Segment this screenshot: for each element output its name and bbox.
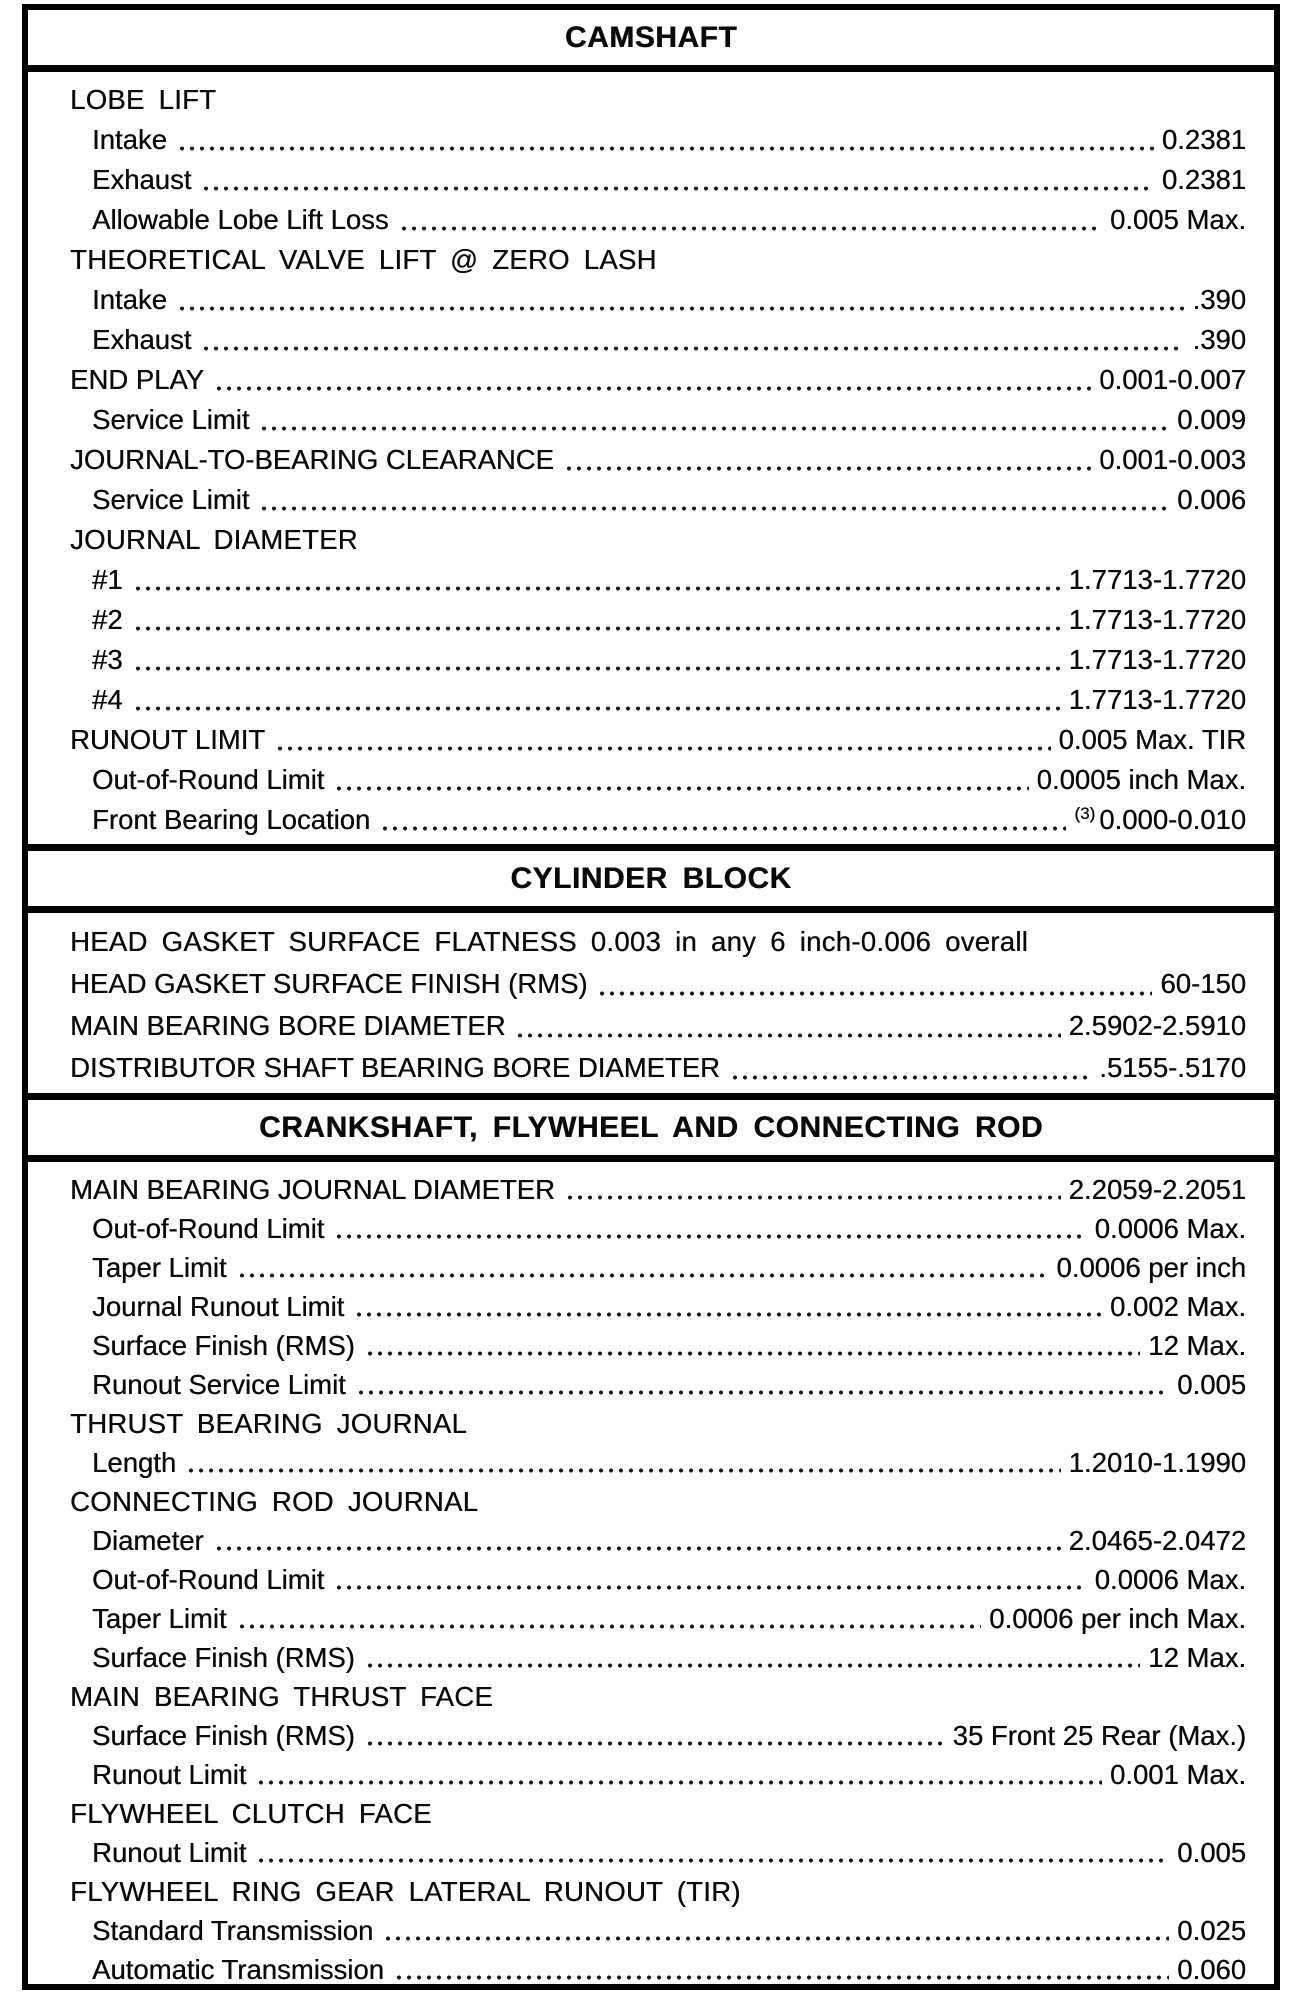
spec-row bbox=[70, 1248, 1246, 1287]
dot-leader bbox=[394, 1950, 1169, 1989]
row-label: Intake bbox=[92, 124, 167, 155]
row-value bbox=[1162, 120, 1246, 160]
row-value bbox=[1059, 720, 1247, 760]
spec-row bbox=[70, 1638, 1246, 1677]
section-header-cylinder-block bbox=[28, 844, 1274, 913]
dot-leader bbox=[334, 760, 1028, 800]
row-value-text: 12 Max. bbox=[1148, 1330, 1246, 1361]
row-value-text: 0.0005 inch Max. bbox=[1036, 764, 1246, 795]
row-value-text: 0.0006 Max. bbox=[1094, 1213, 1246, 1244]
row-label: #2 bbox=[92, 604, 123, 635]
row-value bbox=[1177, 400, 1246, 440]
dot-leader bbox=[256, 1833, 1169, 1872]
row-label: MAIN BEARING THRUST FACE bbox=[70, 1681, 493, 1712]
dot-leader bbox=[237, 1599, 982, 1638]
row-value bbox=[1069, 1521, 1246, 1560]
row-label: Out-of-Round Limit bbox=[92, 764, 325, 795]
dot-leader bbox=[564, 440, 1091, 480]
spec-row bbox=[70, 963, 1246, 1005]
row-label: Diameter bbox=[92, 1525, 204, 1556]
row-value-text: 0.005 bbox=[1177, 1369, 1246, 1400]
spec-row bbox=[70, 680, 1246, 720]
row-label: HEAD GASKET SURFACE FLATNESS 0.003 in any 6 inch-0.006 overall bbox=[70, 926, 1029, 957]
row-value-text: .390 bbox=[1192, 324, 1246, 355]
row-value-text: 0.0006 per inch bbox=[1056, 1252, 1246, 1283]
row-label: Exhaust bbox=[92, 324, 192, 355]
row-label: HEAD GASKET SURFACE FINISH (RMS) bbox=[70, 968, 588, 999]
row-value-text: 0.006 bbox=[1177, 484, 1246, 515]
row-value bbox=[1177, 1911, 1246, 1950]
row-label: Service Limit bbox=[92, 404, 250, 435]
row-label: FLYWHEEL CLUTCH FACE bbox=[70, 1798, 432, 1829]
row-label: Runout Service Limit bbox=[92, 1369, 346, 1400]
row-value-text: 0.000-0.010 bbox=[1099, 804, 1246, 835]
dot-leader bbox=[133, 680, 1061, 720]
spec-row bbox=[70, 1950, 1246, 1989]
row-value bbox=[1069, 640, 1246, 680]
row-value-text: 2.0465-2.0472 bbox=[1068, 1525, 1246, 1556]
row-value-text: 0.0006 Max. bbox=[1094, 1564, 1246, 1595]
row-label: Out-of-Round Limit bbox=[92, 1213, 325, 1244]
row-value bbox=[1148, 1638, 1246, 1677]
row-label: Allowable Lobe Lift Loss bbox=[92, 204, 389, 235]
row-value-text: 0.002 Max. bbox=[1109, 1291, 1246, 1322]
spec-row bbox=[70, 120, 1246, 160]
spec-row bbox=[70, 80, 1246, 120]
spec-row bbox=[70, 1047, 1246, 1089]
spec-row bbox=[70, 240, 1246, 280]
dot-leader bbox=[214, 1521, 1061, 1560]
row-value bbox=[1095, 1209, 1246, 1248]
dot-leader bbox=[354, 1287, 1102, 1326]
row-label: Surface Finish (RMS) bbox=[92, 1642, 355, 1673]
row-value bbox=[1069, 560, 1246, 600]
row-value bbox=[1177, 480, 1246, 520]
section-header-camshaft bbox=[28, 10, 1274, 72]
spec-row bbox=[70, 800, 1246, 840]
dot-leader bbox=[133, 640, 1061, 680]
section-body-camshaft bbox=[28, 72, 1274, 844]
spec-row bbox=[70, 600, 1246, 640]
spec-table-frame bbox=[22, 4, 1280, 1990]
row-value bbox=[1095, 1560, 1246, 1599]
spec-row bbox=[70, 1443, 1246, 1482]
row-value bbox=[1056, 1248, 1246, 1287]
row-value-text: 1.7713-1.7720 bbox=[1068, 644, 1246, 675]
row-label: Length bbox=[92, 1447, 177, 1478]
row-value-text: 0.001 Max. bbox=[1109, 1759, 1246, 1790]
spec-row bbox=[70, 1872, 1246, 1911]
spec-row bbox=[70, 1170, 1246, 1209]
row-label: Automatic Transmission bbox=[92, 1954, 384, 1985]
row-value bbox=[1177, 1833, 1246, 1872]
row-label: Runout Limit bbox=[92, 1759, 247, 1790]
row-label: LOBE LIFT bbox=[70, 84, 217, 115]
row-value bbox=[1192, 280, 1246, 320]
row-value bbox=[1110, 1287, 1246, 1326]
row-value bbox=[989, 1599, 1246, 1638]
row-label: #3 bbox=[92, 644, 123, 675]
spec-row bbox=[70, 1560, 1246, 1599]
row-label: CONNECTING ROD JOURNAL bbox=[70, 1486, 479, 1517]
section-body-cylinder-block bbox=[28, 913, 1274, 1093]
row-value bbox=[1099, 440, 1246, 480]
row-label: Front Bearing Location bbox=[92, 804, 371, 835]
row-value bbox=[1177, 1950, 1246, 1989]
row-label: RUNOUT LIMIT bbox=[70, 724, 266, 755]
spec-row bbox=[70, 400, 1246, 440]
row-value bbox=[1069, 1443, 1246, 1482]
spec-row bbox=[70, 720, 1246, 760]
dot-leader bbox=[356, 1365, 1169, 1404]
dot-leader bbox=[334, 1209, 1086, 1248]
row-label: Journal Runout Limit bbox=[92, 1291, 345, 1322]
row-value bbox=[1037, 760, 1246, 800]
spec-row bbox=[70, 1287, 1246, 1326]
row-value-text: 12 Max. bbox=[1148, 1642, 1246, 1673]
spec-row bbox=[70, 1482, 1246, 1521]
row-label: THEORETICAL VALVE LIFT @ ZERO LASH bbox=[70, 244, 657, 275]
row-value-text: 0.025 bbox=[1177, 1915, 1246, 1946]
row-label: DISTRIBUTOR SHAFT BEARING BORE DIAMETER bbox=[70, 1052, 720, 1083]
spec-row bbox=[70, 200, 1246, 240]
row-value-text: 1.7713-1.7720 bbox=[1068, 684, 1246, 715]
row-value-text: 0.009 bbox=[1177, 404, 1246, 435]
spec-row bbox=[70, 1209, 1246, 1248]
spec-row bbox=[70, 640, 1246, 680]
dot-leader bbox=[380, 800, 1066, 840]
dot-leader bbox=[399, 200, 1102, 240]
dot-leader bbox=[177, 120, 1154, 160]
dot-leader bbox=[201, 160, 1154, 200]
row-value-text: .390 bbox=[1192, 284, 1246, 315]
row-value bbox=[1177, 1365, 1246, 1404]
dot-leader bbox=[201, 320, 1184, 360]
dot-leader bbox=[259, 480, 1169, 520]
row-value bbox=[1192, 320, 1246, 360]
spec-row bbox=[70, 1365, 1246, 1404]
row-label: Service Limit bbox=[92, 484, 250, 515]
row-label: JOURNAL DIAMETER bbox=[70, 524, 358, 555]
spec-row bbox=[70, 1521, 1246, 1560]
spec-row bbox=[70, 1326, 1246, 1365]
dot-leader bbox=[565, 1170, 1061, 1209]
dot-leader bbox=[365, 1326, 1140, 1365]
section-title: CAMSHAFT bbox=[564, 20, 738, 54]
row-value-text: 1.7713-1.7720 bbox=[1068, 604, 1246, 635]
row-label: MAIN BEARING BORE DIAMETER bbox=[70, 1010, 506, 1041]
row-value bbox=[1069, 1005, 1246, 1047]
spec-row bbox=[70, 440, 1246, 480]
dot-leader bbox=[237, 1248, 1049, 1287]
row-value bbox=[1099, 1047, 1246, 1089]
spec-row bbox=[70, 480, 1246, 520]
row-label: FLYWHEEL RING GEAR LATERAL RUNOUT (TIR) bbox=[70, 1876, 741, 1907]
spec-row bbox=[70, 1599, 1246, 1638]
dot-leader bbox=[597, 963, 1152, 1005]
row-value-text: 0.005 Max. bbox=[1109, 204, 1246, 235]
spec-row bbox=[70, 360, 1246, 400]
row-value-text: 0.2381 bbox=[1161, 124, 1246, 155]
row-value-text: 2.5902-2.5910 bbox=[1068, 1010, 1246, 1041]
row-value bbox=[1069, 600, 1246, 640]
dot-leader bbox=[365, 1716, 945, 1755]
row-value bbox=[1069, 680, 1246, 720]
row-label: Surface Finish (RMS) bbox=[92, 1720, 355, 1751]
spec-row bbox=[70, 1005, 1246, 1047]
spec-row bbox=[70, 280, 1246, 320]
dot-leader bbox=[730, 1047, 1091, 1089]
spec-row bbox=[70, 1794, 1246, 1833]
row-value-text: 35 Front 25 Rear (Max.) bbox=[952, 1720, 1246, 1751]
dot-leader bbox=[133, 560, 1061, 600]
dot-leader bbox=[256, 1755, 1102, 1794]
section-header-crankshaft-flywheel-and-connecting-rod bbox=[28, 1093, 1274, 1162]
row-value-text: 0.0006 per inch Max. bbox=[989, 1603, 1246, 1634]
spec-row bbox=[70, 560, 1246, 600]
dot-leader bbox=[334, 1560, 1086, 1599]
row-label: JOURNAL-TO-BEARING CLEARANCE bbox=[70, 444, 554, 475]
row-label: THRUST BEARING JOURNAL bbox=[70, 1408, 468, 1439]
row-label: Taper Limit bbox=[92, 1252, 227, 1283]
spec-row bbox=[70, 921, 1246, 963]
row-label: Standard Transmission bbox=[92, 1915, 374, 1946]
spec-row bbox=[70, 160, 1246, 200]
row-value bbox=[1110, 1755, 1246, 1794]
row-value-text: 60-150 bbox=[1160, 968, 1246, 999]
spec-row bbox=[70, 1716, 1246, 1755]
spec-row bbox=[70, 1404, 1246, 1443]
spec-row bbox=[70, 1755, 1246, 1794]
row-value bbox=[1148, 1326, 1246, 1365]
row-value-text: 0.005 bbox=[1177, 1837, 1246, 1868]
dot-leader bbox=[365, 1638, 1140, 1677]
row-label: Surface Finish (RMS) bbox=[92, 1330, 355, 1361]
row-label: Taper Limit bbox=[92, 1603, 227, 1634]
row-label: Intake bbox=[92, 284, 167, 315]
spec-row bbox=[70, 1911, 1246, 1950]
row-value-text: 0.001-0.007 bbox=[1099, 364, 1246, 395]
dot-leader bbox=[515, 1005, 1060, 1047]
section-title: CYLINDER BLOCK bbox=[510, 861, 792, 895]
row-label: #4 bbox=[92, 684, 123, 715]
row-value bbox=[953, 1716, 1246, 1755]
row-value-text: 2.2059-2.2051 bbox=[1068, 1174, 1246, 1205]
row-label: MAIN BEARING JOURNAL DIAMETER bbox=[70, 1174, 555, 1205]
dot-leader bbox=[275, 720, 1050, 760]
spec-row bbox=[70, 760, 1246, 800]
spec-row bbox=[70, 1677, 1246, 1716]
row-value-text: 0.2381 bbox=[1161, 164, 1246, 195]
row-label: Out-of-Round Limit bbox=[92, 1564, 325, 1595]
row-value-text: 1.2010-1.1990 bbox=[1068, 1447, 1246, 1478]
dot-leader bbox=[186, 1443, 1060, 1482]
row-label: Runout Limit bbox=[92, 1837, 247, 1868]
row-value-text: .5155-.5170 bbox=[1099, 1052, 1246, 1083]
spec-row bbox=[70, 520, 1246, 560]
dot-leader bbox=[259, 400, 1169, 440]
dot-leader bbox=[383, 1911, 1169, 1950]
row-value bbox=[1069, 1170, 1246, 1209]
row-value bbox=[1162, 160, 1246, 200]
row-label: Exhaust bbox=[92, 164, 192, 195]
section-title: CRANKSHAFT, FLYWHEEL AND CONNECTING ROD bbox=[258, 1110, 1044, 1144]
row-value bbox=[1099, 360, 1246, 400]
dot-leader bbox=[133, 600, 1061, 640]
section-body-crankshaft-flywheel-and-connecting-rod bbox=[28, 1162, 1274, 1993]
dot-leader bbox=[177, 280, 1185, 320]
row-value-text: 0.005 Max. TIR bbox=[1058, 724, 1246, 755]
row-value bbox=[1110, 200, 1246, 240]
row-label: END PLAY bbox=[70, 364, 204, 395]
row-value-text: 0.060 bbox=[1177, 1954, 1246, 1985]
row-value-text: 1.7713-1.7720 bbox=[1068, 564, 1246, 595]
spec-row bbox=[70, 1833, 1246, 1872]
row-label: #1 bbox=[92, 564, 123, 595]
row-value bbox=[1160, 963, 1246, 1005]
row-value-text: 0.001-0.003 bbox=[1099, 444, 1246, 475]
footnote-marker: (3) bbox=[1074, 803, 1096, 823]
dot-leader bbox=[214, 360, 1091, 400]
spec-row bbox=[70, 320, 1246, 360]
row-value bbox=[1074, 800, 1246, 840]
